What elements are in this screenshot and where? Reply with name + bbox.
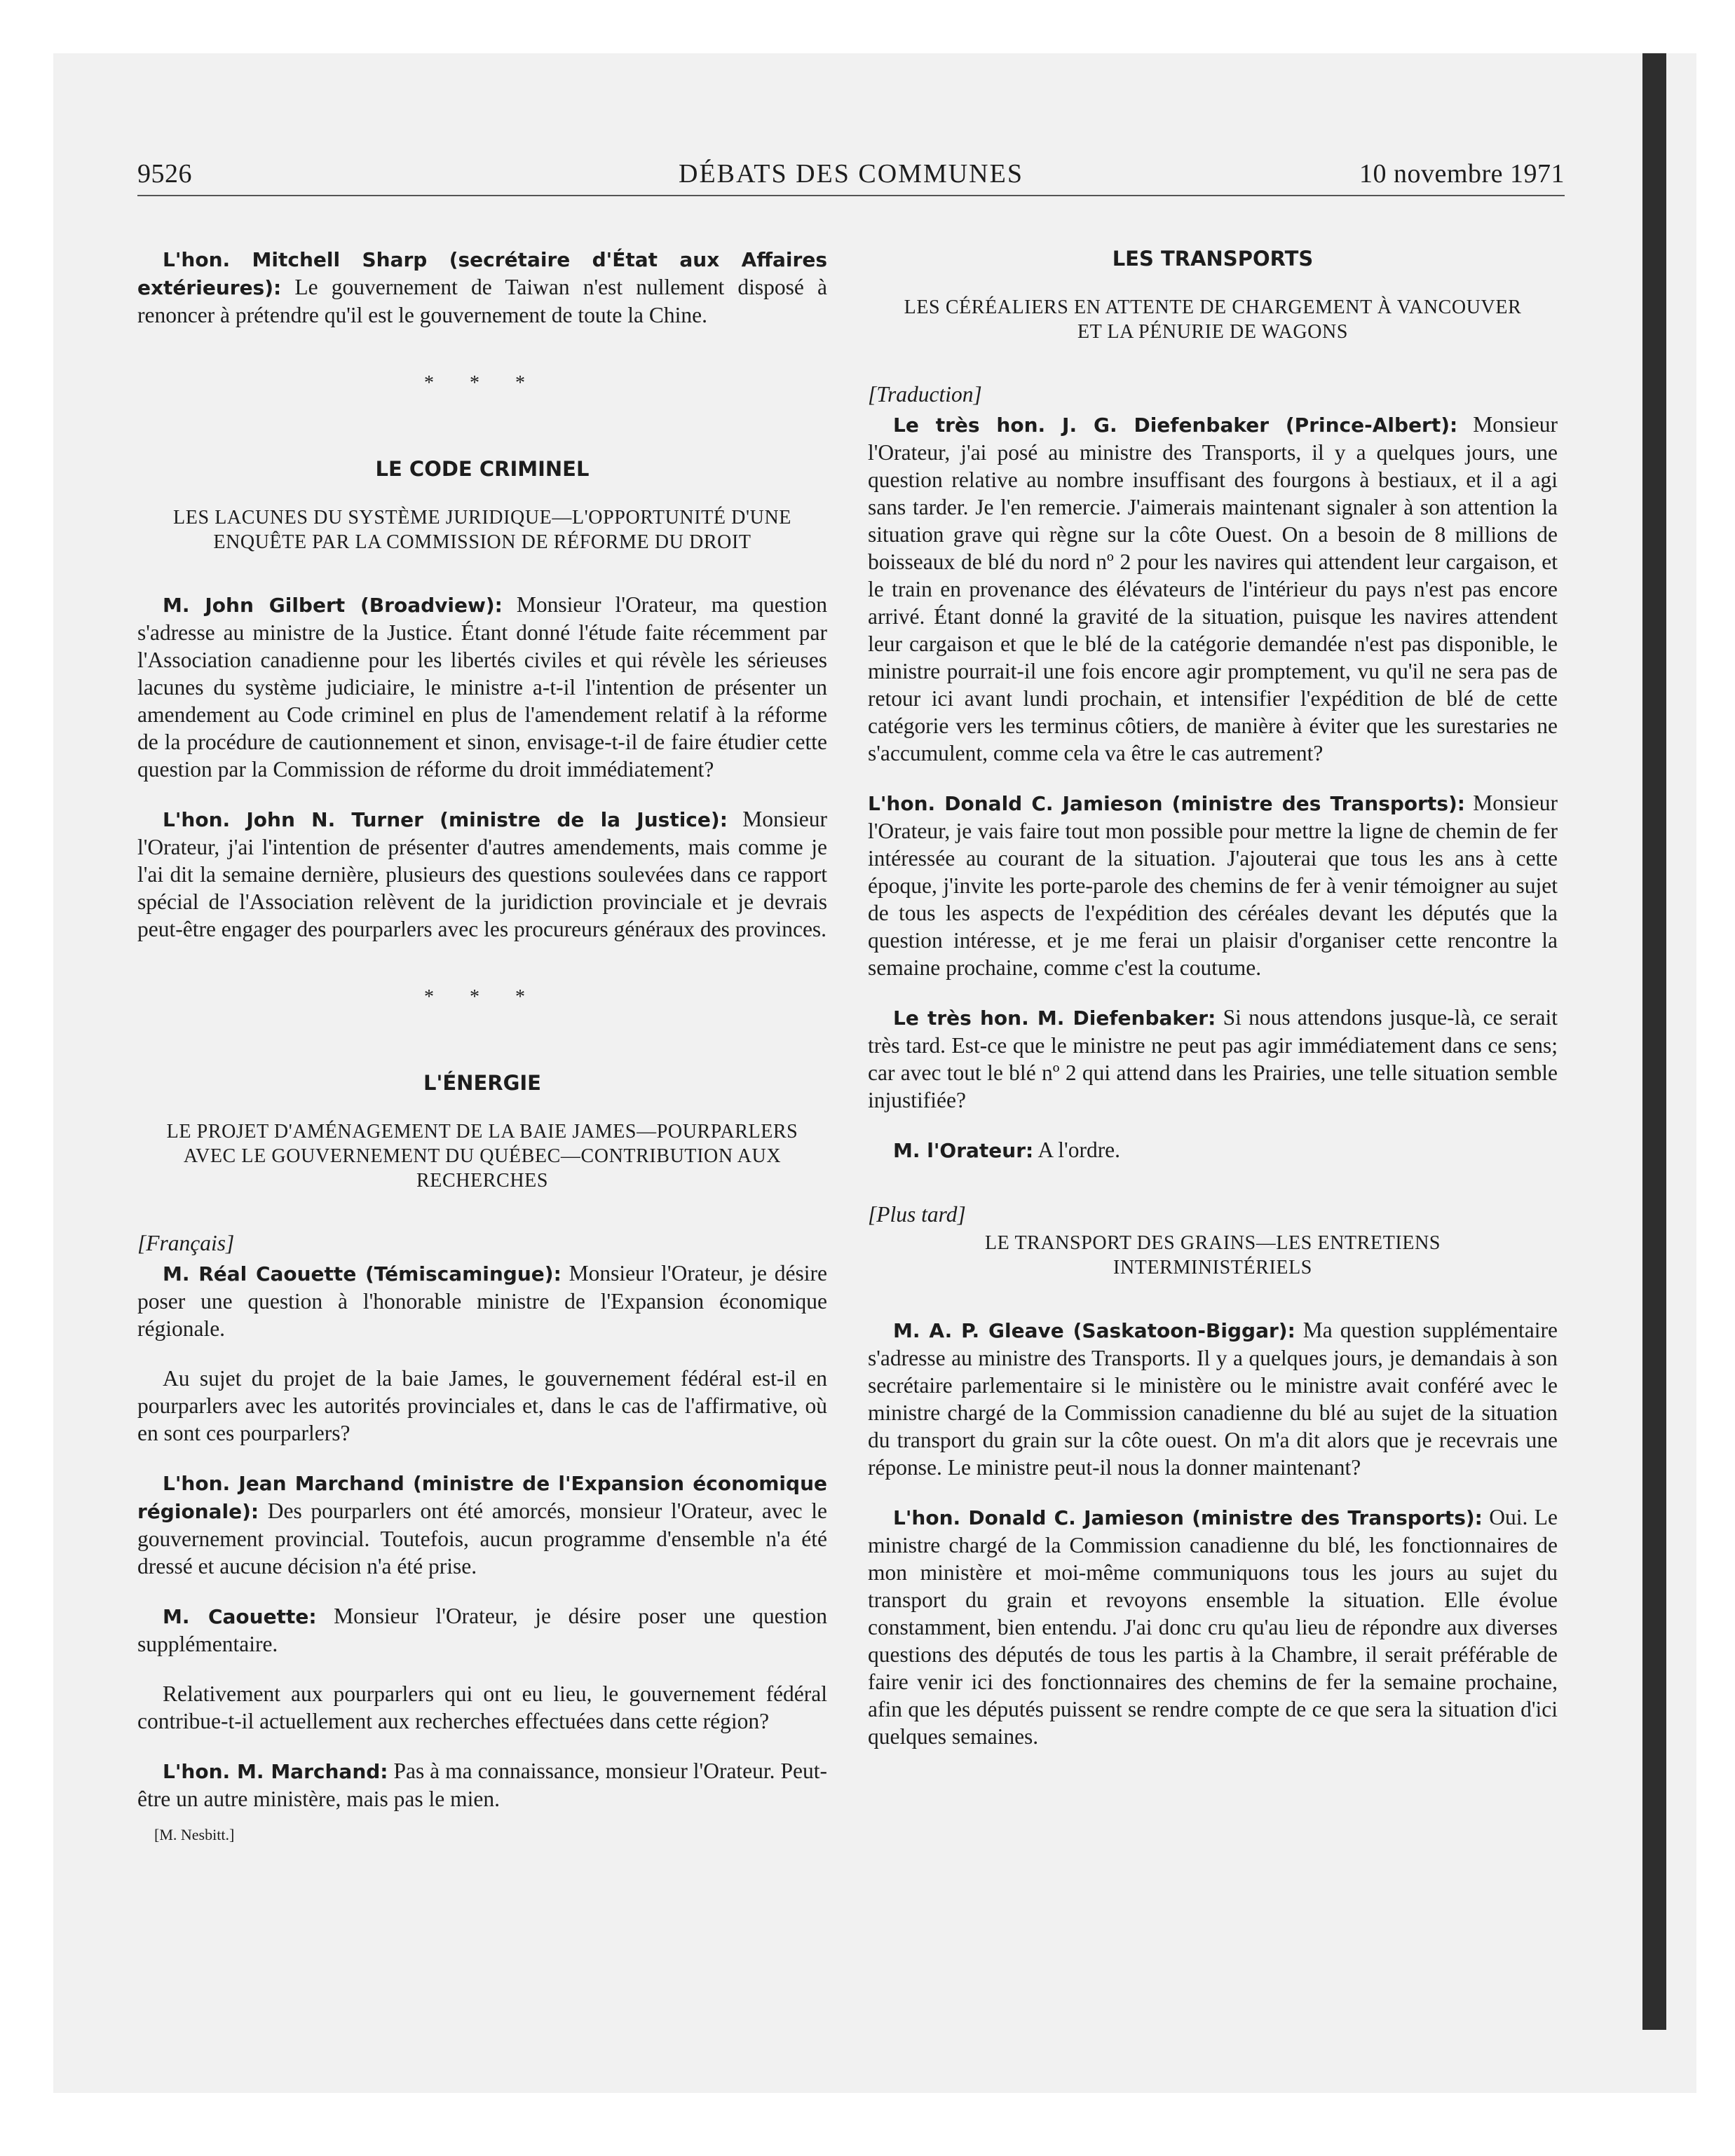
speech-text: Ma question supplémentaire s'adresse au ministre des Transports. Il y a quelques jours, je demandais à son secrétaire parlementaire si le ministère ou le ministre avait conféré avec le ministre chargé de la Commission canadienne du blé au sujet de la situation du transport du grain sur la côte ouest. On m'a dit alors que je recevrais une réponse. Le ministre peut-il nous la donner maintenant? <box>868 1318 1558 1480</box>
section-subheading: LES LACUNES DU SYSTÈME JURIDIQUE—L'OPPORTUNITÉ D'UNE ENQUÊTE PAR LA COMMISSION DE RÉFORME DU DROIT <box>173 507 791 553</box>
right-column <box>868 245 1558 1773</box>
speech-text: Pas à ma connaissance, monsieur l'Orateur. Peut-être un autre ministère, mais pas le mien. <box>137 1759 827 1811</box>
speaker-name: M. John Gilbert (Broadview): <box>163 594 503 617</box>
speech-text: Oui. Le ministre chargé de la Commission canadienne du blé, les fonctionnaires de mon ministère et moi-même communiquons tous les jours au sujet du transport du grain et revoyons ensemble la situation. Elle évolue constamment, bien entendu. J'ai donc cru qu'au lieu de répondre aux diverses questions des députés de tous les partis à la Chambre, il serait préférable de faire venir ici des fonctionnaires des chemins de fer la semaine prochaine, afin que les députés puissent se rendre compte de ce que sera la situation d'ici quelques semaines. <box>868 1505 1558 1749</box>
speaker-name: L'hon. Donald C. Jamieson (ministre des Transports): <box>868 792 1466 815</box>
speaker-name: M. Réal Caouette (Témiscamingue): <box>163 1262 562 1285</box>
speaker-name: L'hon. M. Marchand: <box>163 1760 388 1783</box>
section-heading: L'ÉNERGIE <box>423 1071 541 1095</box>
speech-diefenbaker-2 <box>868 1004 1558 1114</box>
speech-text: Monsieur l'Orateur, j'ai l'intention de présenter d'autres amendements, mais comme je l'ai dit la semaine dernière, plusieurs des questions soulevées dans ce rapport spécial de l'Association relèvent de la juridiction provinciale et je devrais peut-être engager des pourparlers avec les procureurs généraux des provinces. <box>137 807 827 941</box>
speech-marchand-2 <box>137 1757 827 1813</box>
speech-caouette <box>137 1260 827 1342</box>
speech-diefenbaker <box>868 411 1558 767</box>
speech-text: Monsieur l'Orateur, je vais faire tout mon possible pour mettre la ligne de chemin de fer intéressée au courant de la situation. J'ajouterai que tous les ans à cette époque, j'invite les porte-parole des chemins de fer à venir témoigner au sujet de tous les aspects de l'expédition des céréales devant les députés que la question intéresse, et je me ferai un plaisir d'organiser cette rencontre la semaine prochaine, comme c'est la coutume. <box>868 791 1558 980</box>
speech-text: A l'ordre. <box>1033 1138 1121 1162</box>
speech-caouette-continued: Au sujet du projet de la baie James, le gouvernement fédéral est-il en pourparlers avec les autorités provinciales et, dans le cas de l'affirmative, où en sont ces pourparlers? <box>137 1366 827 1445</box>
section-separator: * * * <box>424 986 540 1008</box>
section-subheading: LE PROJET D'AMÉNAGEMENT DE LA BAIE JAMES—POURPARLERS AVEC LE GOUVERNEMENT DU QUÉBEC—CONTRIBUTION AUX RECHERCHES <box>166 1121 798 1192</box>
speaker-name: M. A. P. Gleave (Saskatoon-Biggar): <box>893 1319 1295 1342</box>
speaker-name: L'hon. Donald C. Jamieson (ministre des Transports): <box>893 1506 1483 1529</box>
speech-caouette-2 <box>137 1602 827 1658</box>
speech-jamieson-2 <box>868 1503 1558 1750</box>
section-subheading: LES CÉRÉALIERS EN ATTENTE DE CHARGEMENT À VANCOUVER ET LA PÉNURIE DE WAGONS <box>904 296 1522 343</box>
speech-speaker <box>868 1136 1558 1164</box>
speaker-name: Le très hon. M. Diefenbaker: <box>893 1007 1216 1030</box>
speech-jamieson <box>868 789 1558 981</box>
speech-sharp <box>137 245 827 329</box>
page-date: 10 novembre 1971 <box>1359 159 1565 189</box>
scan-edge-shadow <box>1642 53 1666 2030</box>
speaker-name: M. Caouette: <box>163 1605 317 1628</box>
speech-marchand <box>137 1469 827 1580</box>
language-tag: [Traduction] <box>868 382 982 407</box>
speech-gilbert <box>137 591 827 783</box>
journal-title: DÉBATS DES COMMUNES <box>679 159 1023 189</box>
speech-text: Monsieur l'Orateur, ma question s'adresse au ministre de la Justice. Étant donné l'étude faite récemment par l'Association canadienne pour les libertés civiles et qui révèle les sérieuses lacunes du système judiciaire, le ministre a-t-il l'intention de présenter un amendement au Code criminel en plus de l'amendement relatif à la réforme de la procédure de cautionnement et sinon, envisage-t-il de faire étudier cette question par la Commission de réforme du droit immédiatement? <box>137 592 827 782</box>
speech-text: Monsieur l'Orateur, je désire poser une question supplémentaire. <box>137 1604 828 1656</box>
speaker-name: L'hon. John N. Turner (ministre de la Justice): <box>163 808 728 831</box>
section-heading: LE CODE CRIMINEL <box>375 457 590 481</box>
section-subheading: LE TRANSPORT DES GRAINS—LES ENTRETIENS INTERMINISTÉRIELS <box>984 1232 1441 1278</box>
speech-text: Monsieur l'Orateur, je désire poser une question à l'honorable ministre de l'Expansion économique régionale. <box>137 1261 828 1341</box>
left-column <box>137 245 827 1848</box>
page-footer-note: [M. Nesbitt.] <box>154 1826 235 1843</box>
speech-turner <box>137 805 827 943</box>
language-tag: [Français] <box>137 1231 235 1255</box>
speech-text: Monsieur l'Orateur, j'ai posé au ministre des Transports, il y a quelques jours, une question relative au nombre insuffisant des fourgons à bestiaux, et il a agi sans tarder. Je l'en remercie. J'aimerais maintenant signaler à son attention la situation grave qui règne sur la côte Ouest. On a besoin de 8 millions de boisseaux de blé du nord nº 2 pour les navires qui attendent leur cargaison, et le train en provenance des élévateurs de l'intérieur du pays n'est pas encore arrivé. Étant donné la gravité de la situation, puisque les navires attendent leur cargaison et que le blé de la catégorie demandée n'est pas disponible, le ministre pourrait-il une fois encore agir promptement, vu qu'il ne sera pas de retour ici avant lundi prochain, et intensifier l'expédition de blé de cette catégorie vers les terminus côtiers, de manière à éviter que les surestaries ne s'accumulent, comme cela va être le cas autrement? <box>868 412 1558 765</box>
section-heading: LES TRANSPORTS <box>1112 247 1314 271</box>
page-header <box>137 158 1565 196</box>
page-number: 9526 <box>137 159 192 189</box>
speech-gleave <box>868 1316 1558 1481</box>
speech-caouette-2-continued: Relativement aux pourparlers qui ont eu lieu, le gouvernement fédéral contribue-t-il actuellement aux recherches effectuées dans cette région? <box>137 1681 827 1733</box>
speech-text: Si nous attendons jusque-là, ce serait très tard. Est-ce que le ministre ne peut pas agir immédiatement dans ce sens; car avec tout le blé nº 2 qui attend dans les Prairies, une telle situation semble injustifiée? <box>868 1005 1558 1112</box>
time-tag: [Plus tard] <box>868 1202 966 1227</box>
speech-text: Des pourparlers ont été amorcés, monsieur l'Orateur, avec le gouvernement provincial. Toutefois, aucun programme d'ensemble n'a été dressé et aucune décision n'a été prise. <box>137 1499 827 1578</box>
speaker-name: L'hon. Mitchell Sharp (secrétaire d'État aux Affaires extérieures): <box>137 248 827 299</box>
speaker-name: L'hon. Jean Marchand (ministre de l'Expansion économique régionale): <box>137 1472 827 1523</box>
section-separator: * * * <box>424 372 540 394</box>
speech-text: Le gouvernement de Taiwan n'est nullement disposé à renoncer à prétendre qu'il est le gouvernement de toute la Chine. <box>137 275 827 327</box>
speaker-name: M. l'Orateur: <box>893 1139 1034 1162</box>
speaker-name: Le très hon. J. G. Diefenbaker (Prince-Albert): <box>893 414 1458 437</box>
